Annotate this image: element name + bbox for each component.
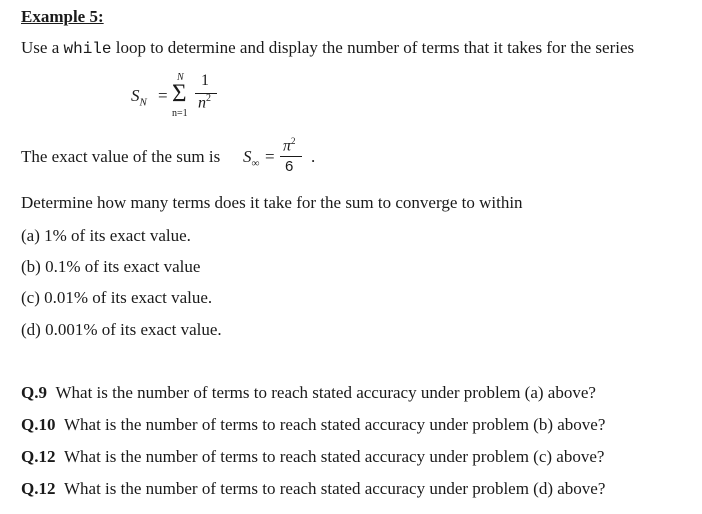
question-label: Q.12 — [21, 447, 56, 466]
question-text: What is the number of terms to reach stated accuracy under problem (a) above? — [55, 383, 596, 402]
intro-code: while — [63, 40, 112, 58]
sigma-symbol: Σ — [172, 80, 187, 107]
exact-equals: = — [265, 147, 275, 166]
series-equals: = — [158, 86, 168, 105]
intro-after: loop to determine and display the number of terms that it takes for the series — [111, 38, 635, 57]
exact-denominator: 6 — [285, 158, 294, 175]
question-text: What is the number of terms to reach stated accuracy under problem (c) above? — [63, 447, 605, 466]
question-text: What is the number of terms to reach stated accuracy under problem (d) above? — [63, 479, 606, 498]
question-text: What is the number of terms to reach stated accuracy under problem (b) above? — [63, 415, 606, 434]
question-label: Q.10 — [21, 415, 56, 434]
series-lhs: $S_N$ — [131, 86, 147, 109]
exact-numerator: $\pi^2$ — [283, 136, 296, 155]
question-3 — [21, 447, 604, 467]
series-formula — [131, 72, 251, 122]
determine-text: Determine how many terms does it take for the sum to converge to within — [21, 193, 523, 212]
series-denominator: $n^2$ — [198, 93, 211, 112]
series-numerator: 1 — [201, 72, 209, 89]
exact-lhs: $S_\infty$ — [243, 147, 260, 170]
part-c: (c) 0.01% of its exact value. — [21, 288, 213, 307]
exact-formula — [243, 136, 323, 182]
exact-fraction-bar — [280, 156, 302, 157]
intro-paragraph — [21, 38, 634, 58]
exact-terminator: . — [311, 147, 316, 166]
series-lower-limit: n=1 — [172, 108, 188, 119]
series-upper-limit: N — [177, 72, 184, 83]
question-4 — [21, 479, 605, 499]
intro-before: Use a — [21, 38, 64, 57]
example-title: Example 5: — [21, 7, 104, 26]
part-d: (d) 0.001% of its exact value. — [21, 320, 222, 339]
part-a: (a) 1% of its exact value. — [21, 226, 191, 245]
question-label: Q.12 — [21, 479, 56, 498]
question-label: Q.9 — [21, 383, 47, 402]
question-1 — [21, 383, 596, 403]
part-b: (b) 0.1% of its exact value — [21, 257, 201, 276]
exact-value-text: The exact value of the sum is — [21, 147, 221, 166]
question-2 — [21, 415, 605, 435]
